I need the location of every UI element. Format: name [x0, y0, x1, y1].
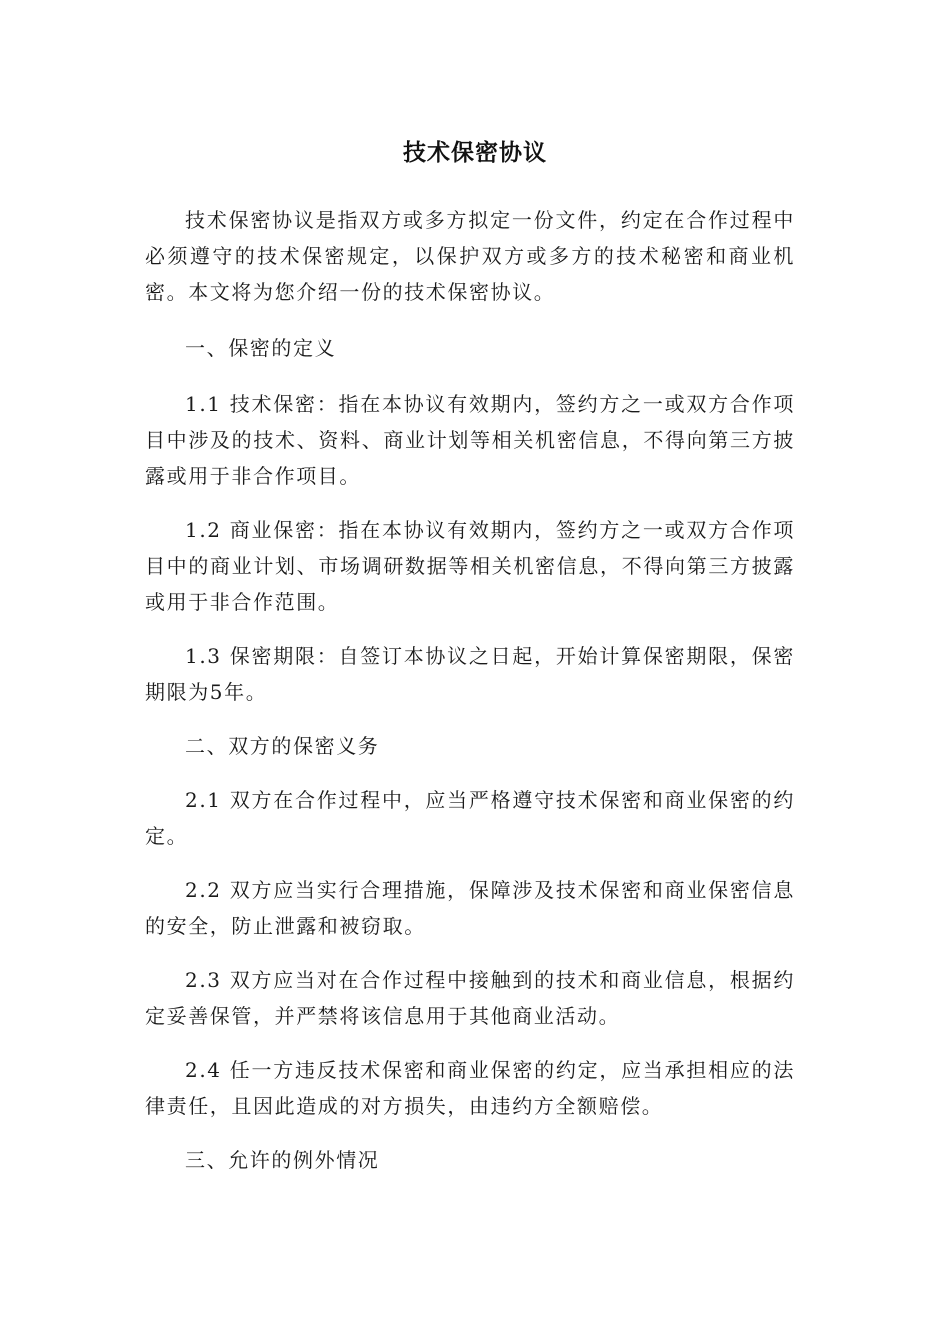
clause-1-1: 1.1 技术保密：指在本协议有效期内，签约方之一或双方合作项目中涉及的技术、资料、商业计划等相关机密信息，不得向第三方披露或用于非合作项目。 [145, 392, 795, 488]
document-body [145, 202, 795, 1178]
document-title: 技术保密协议 [403, 140, 547, 166]
section-heading-3: 三、允许的例外情况 [185, 1148, 380, 1172]
section-heading-2: 二、双方的保密义务 [185, 734, 380, 758]
section-heading-1: 一、保密的定义 [185, 336, 337, 360]
clause-2-2: 2.2 双方应当实行合理措施，保障涉及技术保密和商业保密信息的安全，防止泄露和被窃取。 [145, 878, 795, 938]
intro-paragraph: 技术保密协议是指双方或多方拟定一份文件，约定在合作过程中必须遵守的技术保密规定，以保护双方或多方的技术秘密和商业机密。本文将为您介绍一份的技术保密协议。 [145, 208, 795, 304]
clause-1-3: 1.3 保密期限：自签订本协议之日起，开始计算保密期限，保密期限为5年。 [145, 644, 795, 704]
clause-1-2: 1.2 商业保密：指在本协议有效期内，签约方之一或双方合作项目中的商业计划、市场调研数据等相关机密信息，不得向第三方披露或用于非合作范围。 [145, 518, 795, 614]
clause-2-3: 2.3 双方应当对在合作过程中接触到的技术和商业信息，根据约定妥善保管，并严禁将该信息用于其他商业活动。 [145, 968, 795, 1028]
clause-2-1: 2.1 双方在合作过程中，应当严格遵守技术保密和商业保密的约定。 [145, 788, 795, 848]
clause-2-4: 2.4 任一方违反技术保密和商业保密的约定，应当承担相应的法律责任，且因此造成的对方损失，由违约方全额赔偿。 [145, 1058, 795, 1118]
